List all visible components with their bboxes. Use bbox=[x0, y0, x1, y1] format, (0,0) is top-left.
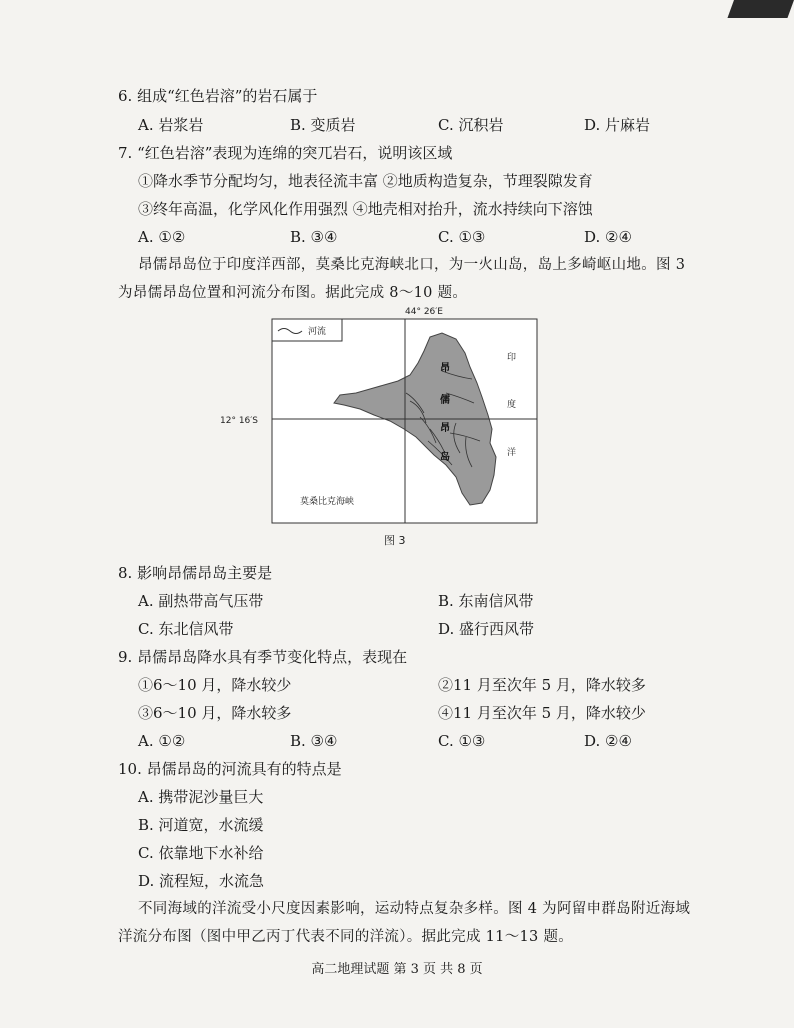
q6-option-d: D. 片麻岩 bbox=[584, 116, 651, 134]
intro-11-13-line-1: 不同海域的洋流受小尺度因素影响，运动特点复杂多样。图 4 为阿留申群岛附近海域 bbox=[138, 901, 691, 917]
q9-option-b: B. ③④ bbox=[290, 732, 338, 750]
q9-option-d: D. ②④ bbox=[584, 732, 632, 750]
q10-option-a: A. 携带泥沙量巨大 bbox=[138, 788, 264, 806]
q7-option-d: D. ②④ bbox=[584, 228, 632, 246]
legend-label: 河流 bbox=[308, 327, 327, 337]
ocean-name-char-2: 度 bbox=[507, 400, 517, 410]
q7-option-c: C. ①③ bbox=[438, 228, 486, 246]
figure-3-caption: 图 3 bbox=[384, 534, 406, 547]
legend-box bbox=[272, 319, 342, 341]
q9-stem: 9. 昂儒昂岛降水具有季节变化特点，表现在 bbox=[118, 648, 408, 666]
intro-8-10-line-2: 为昂儒昂岛位置和河流分布图。据此完成 8～10 题。 bbox=[118, 285, 468, 301]
island-name-char-2: 儒 bbox=[440, 395, 450, 406]
q7-stem: 7. “红色岩溶”表现为连绵的突兀岩石，说明该区域 bbox=[118, 144, 453, 162]
q8-option-b: B. 东南信风带 bbox=[438, 592, 534, 610]
q8-option-d: D. 盛行西风带 bbox=[438, 620, 535, 638]
q6-option-c: C. 沉积岩 bbox=[438, 116, 504, 134]
latitude-label: 12° 16′S bbox=[220, 416, 259, 426]
q7-option-a: A. ①② bbox=[138, 228, 186, 246]
q8-option-c: C. 东北信风带 bbox=[138, 620, 234, 638]
q7-statement-1: ①降水季节分配均匀，地表径流丰富 ②地质构造复杂，节理裂隙发育 bbox=[138, 172, 593, 190]
q7-statement-2: ③终年高温，化学风化作用强烈 ④地壳相对抬升，流水持续向下溶蚀 bbox=[138, 200, 593, 218]
q9-statement-4: ④11 月至次年 5 月，降水较少 bbox=[438, 704, 646, 722]
ocean-name-char-1: 印 bbox=[507, 353, 517, 363]
strait-label: 莫桑比克海峡 bbox=[300, 497, 355, 507]
q9-option-c: C. ①③ bbox=[438, 732, 486, 750]
q6-option-a: A. 岩浆岩 bbox=[138, 116, 204, 134]
q10-option-b: B. 河道宽，水流缓 bbox=[138, 816, 264, 834]
ocean-name-char-3: 洋 bbox=[507, 448, 517, 458]
q10-stem: 10. 昂儒昂岛的河流具有的特点是 bbox=[118, 760, 342, 778]
q6-stem: 6. 组成“红色岩溶”的岩石属于 bbox=[118, 87, 318, 105]
map-legend bbox=[272, 319, 342, 341]
q7-option-b: B. ③④ bbox=[290, 228, 338, 246]
intro-11-13-line-2: 洋流分布图（图中甲乙丙丁代表不同的洋流）。据此完成 11～13 题。 bbox=[118, 929, 574, 945]
island-name-char-3: 昂 bbox=[440, 423, 450, 434]
q10-option-c: C. 依靠地下水补给 bbox=[138, 844, 264, 862]
q9-statement-1: ①6～10 月，降水较少 bbox=[138, 676, 292, 694]
page-footer: 高二地理试题 第 3 页 共 8 页 bbox=[311, 962, 483, 977]
q8-option-a: A. 副热带高气压带 bbox=[138, 592, 264, 610]
scan-corner-shadow bbox=[727, 0, 794, 18]
q9-statement-3: ③6～10 月，降水较多 bbox=[138, 704, 292, 722]
island-name-char-4: 岛 bbox=[440, 452, 450, 463]
q9-statement-2: ②11 月至次年 5 月，降水较多 bbox=[438, 676, 646, 694]
q6-option-b: B. 变质岩 bbox=[290, 116, 356, 134]
island-name-char-1: 昂 bbox=[440, 363, 450, 374]
figure-3-map bbox=[220, 305, 560, 555]
island-map-svg bbox=[220, 305, 560, 555]
q9-option-a: A. ①② bbox=[138, 732, 186, 750]
q8-stem: 8. 影响昂儒昂岛主要是 bbox=[118, 564, 273, 582]
intro-8-10-line-1: 昂儒昂岛位于印度洋西部，莫桑比克海峡北口，为一火山岛，岛上多崎岖山地。图 3 bbox=[138, 257, 686, 273]
longitude-label: 44° 26′E bbox=[405, 307, 443, 317]
q10-option-d: D. 流程短，水流急 bbox=[138, 872, 265, 890]
